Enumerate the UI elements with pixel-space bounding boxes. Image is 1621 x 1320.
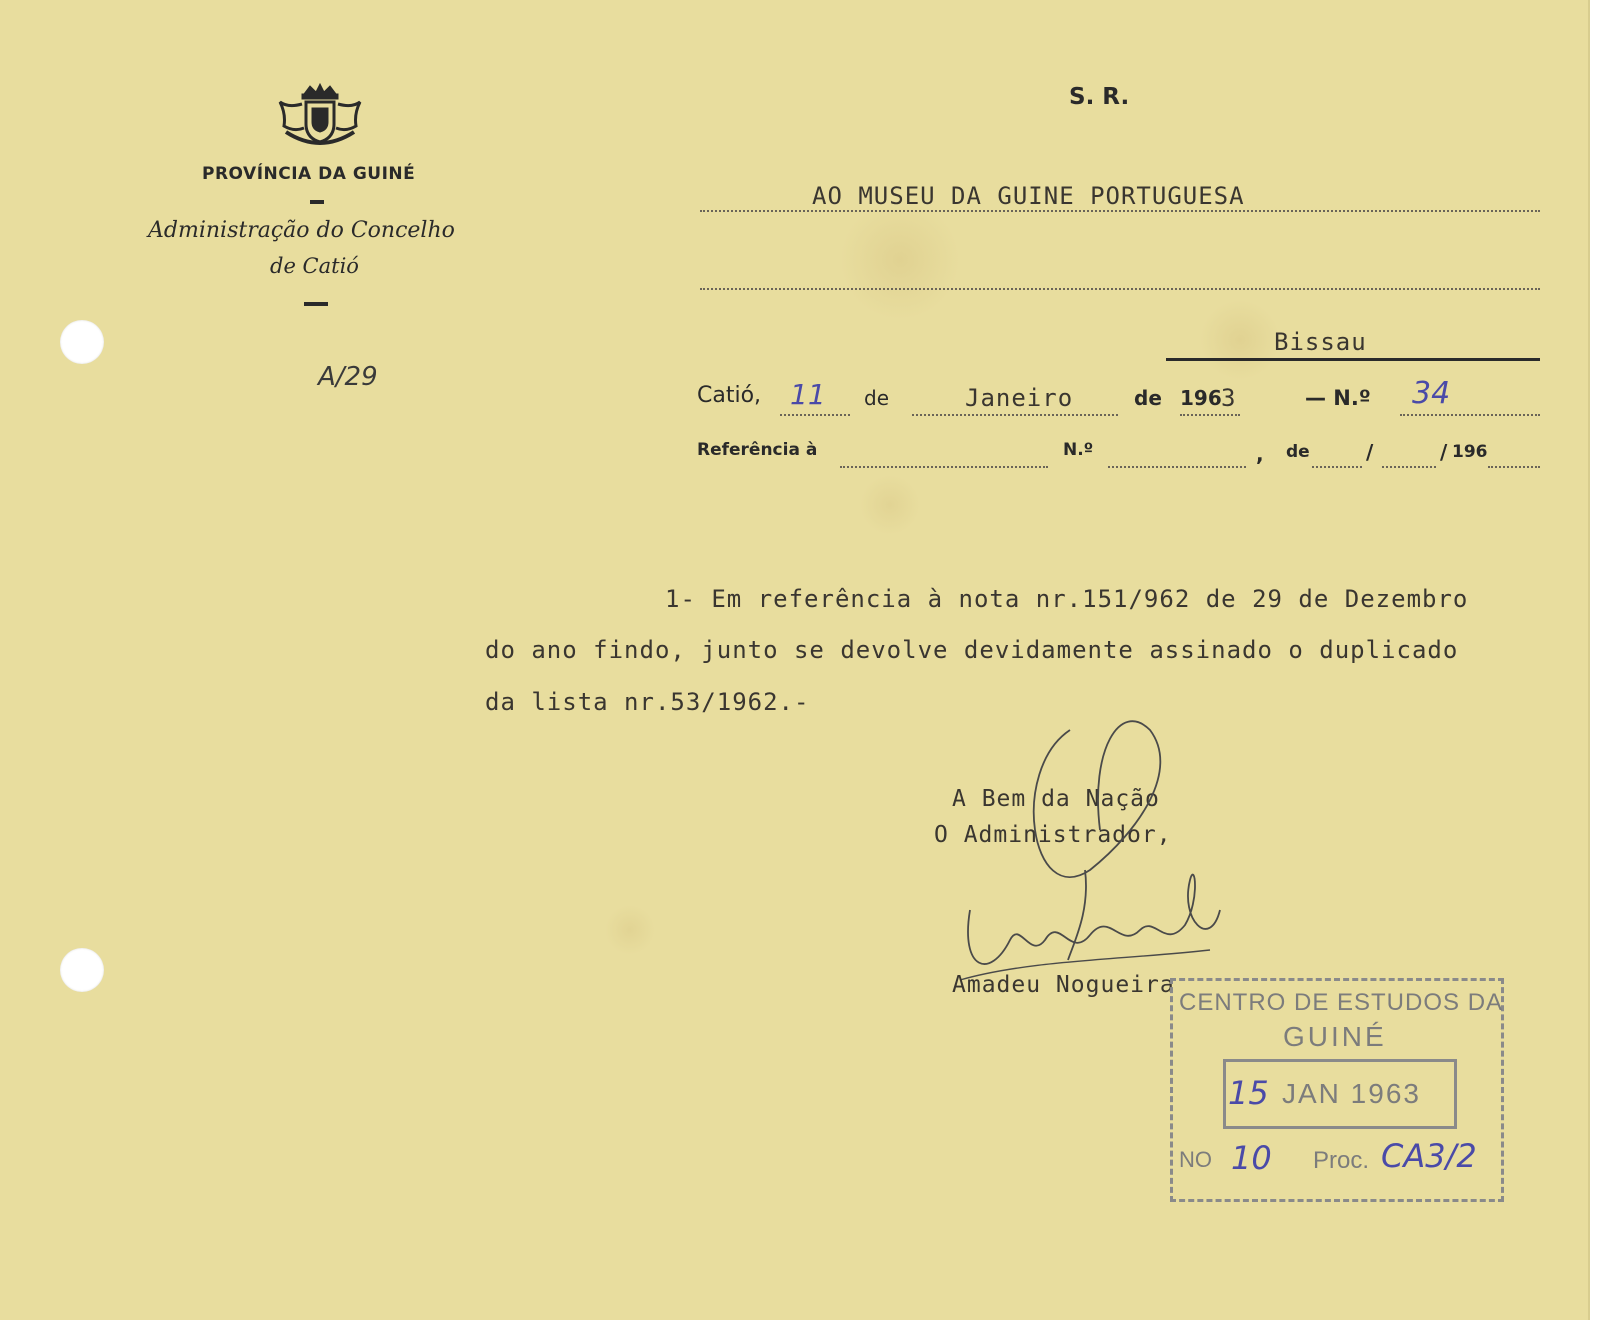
dateline-month: Janeiro (965, 384, 1074, 412)
body-line-3: da lista nr.53/1962.- (485, 688, 810, 716)
city-underline (1166, 358, 1540, 361)
punch-hole-top (60, 320, 104, 364)
file-reference: A/29 (318, 362, 378, 392)
stamp-proc-value: CA3/2 (1381, 1137, 1477, 1175)
dateline-place: Catió, (697, 383, 762, 408)
dateline-number: 34 (1412, 376, 1451, 411)
closing-line-2: O Administrador, (934, 822, 1172, 848)
coat-of-arms-icon (272, 80, 368, 152)
reference-year-dotted-line (1488, 466, 1540, 468)
closing-line-1: A Bem da Nação (952, 786, 1160, 812)
addressee-city: Bissau (1274, 328, 1367, 356)
stamp-line-1: CENTRO DE ESTUDOS DA (1179, 989, 1504, 1016)
number-dotted-line (1400, 414, 1540, 416)
admin-line-2: de Catió (270, 254, 359, 278)
receipt-stamp (1170, 978, 1504, 1202)
reference-comma: , (1256, 442, 1264, 466)
dateline-day: 11 (790, 378, 826, 411)
reference-number-label: N.º (1063, 440, 1094, 460)
body-line-1: 1- Em referência à nota nr.151/962 de 29 de Dezembro (665, 585, 1469, 613)
admin-line-1: Administração do Concelho (148, 218, 455, 243)
addressee-line: AO MUSEU DA GUINE PORTUGUESA (812, 182, 1245, 210)
reference-month-dotted-line (1382, 466, 1436, 468)
reference-day-dotted-line (1312, 466, 1362, 468)
reference-number-dotted-line (1108, 466, 1246, 468)
month-dotted-line (912, 414, 1118, 416)
divider-2 (304, 302, 328, 306)
dateline-de-2: de (1134, 386, 1162, 410)
reference-dotted-line (840, 466, 1048, 468)
stamp-date-day: 15 (1228, 1074, 1269, 1112)
signatory-name: Amadeu Nogueira (952, 972, 1175, 998)
reference-slash-1: / (1366, 440, 1374, 464)
body-line-2: do ano findo, junto se devolve devidamente assinado o duplicado (485, 636, 1459, 664)
dateline-de-1: de (864, 386, 889, 410)
reference-label: Referência à (697, 440, 818, 460)
stamp-line-2: GUINÉ (1283, 1021, 1387, 1052)
salutation: S. R. (1069, 84, 1130, 110)
stamp-no-value: 10 (1231, 1139, 1272, 1177)
dateline-year-typed: 3 (1221, 384, 1237, 412)
stamp-date-rest: JAN 1963 (1282, 1078, 1421, 1109)
dateline-number-label: — N.º (1305, 386, 1371, 410)
addressee-dotted-line-1 (700, 210, 1540, 212)
province-heading: PROVÍNCIA DA GUINÉ (202, 164, 416, 184)
divider-1 (310, 200, 324, 204)
stamp-date-box (1223, 1059, 1457, 1129)
day-dotted-line (780, 414, 850, 416)
punch-hole-bottom (60, 948, 104, 992)
addressee-dotted-line-2 (700, 288, 1540, 290)
reference-slash-2: / (1440, 440, 1448, 464)
stamp-no-label: NO (1179, 1147, 1212, 1172)
reference-de: de (1286, 442, 1310, 462)
signature-icon (950, 710, 1250, 1000)
reference-year: 196 (1452, 442, 1488, 462)
stamp-proc-label: Proc. (1313, 1147, 1370, 1174)
year-dotted-line (1180, 414, 1240, 416)
dateline-year-printed: 196 (1180, 386, 1222, 410)
